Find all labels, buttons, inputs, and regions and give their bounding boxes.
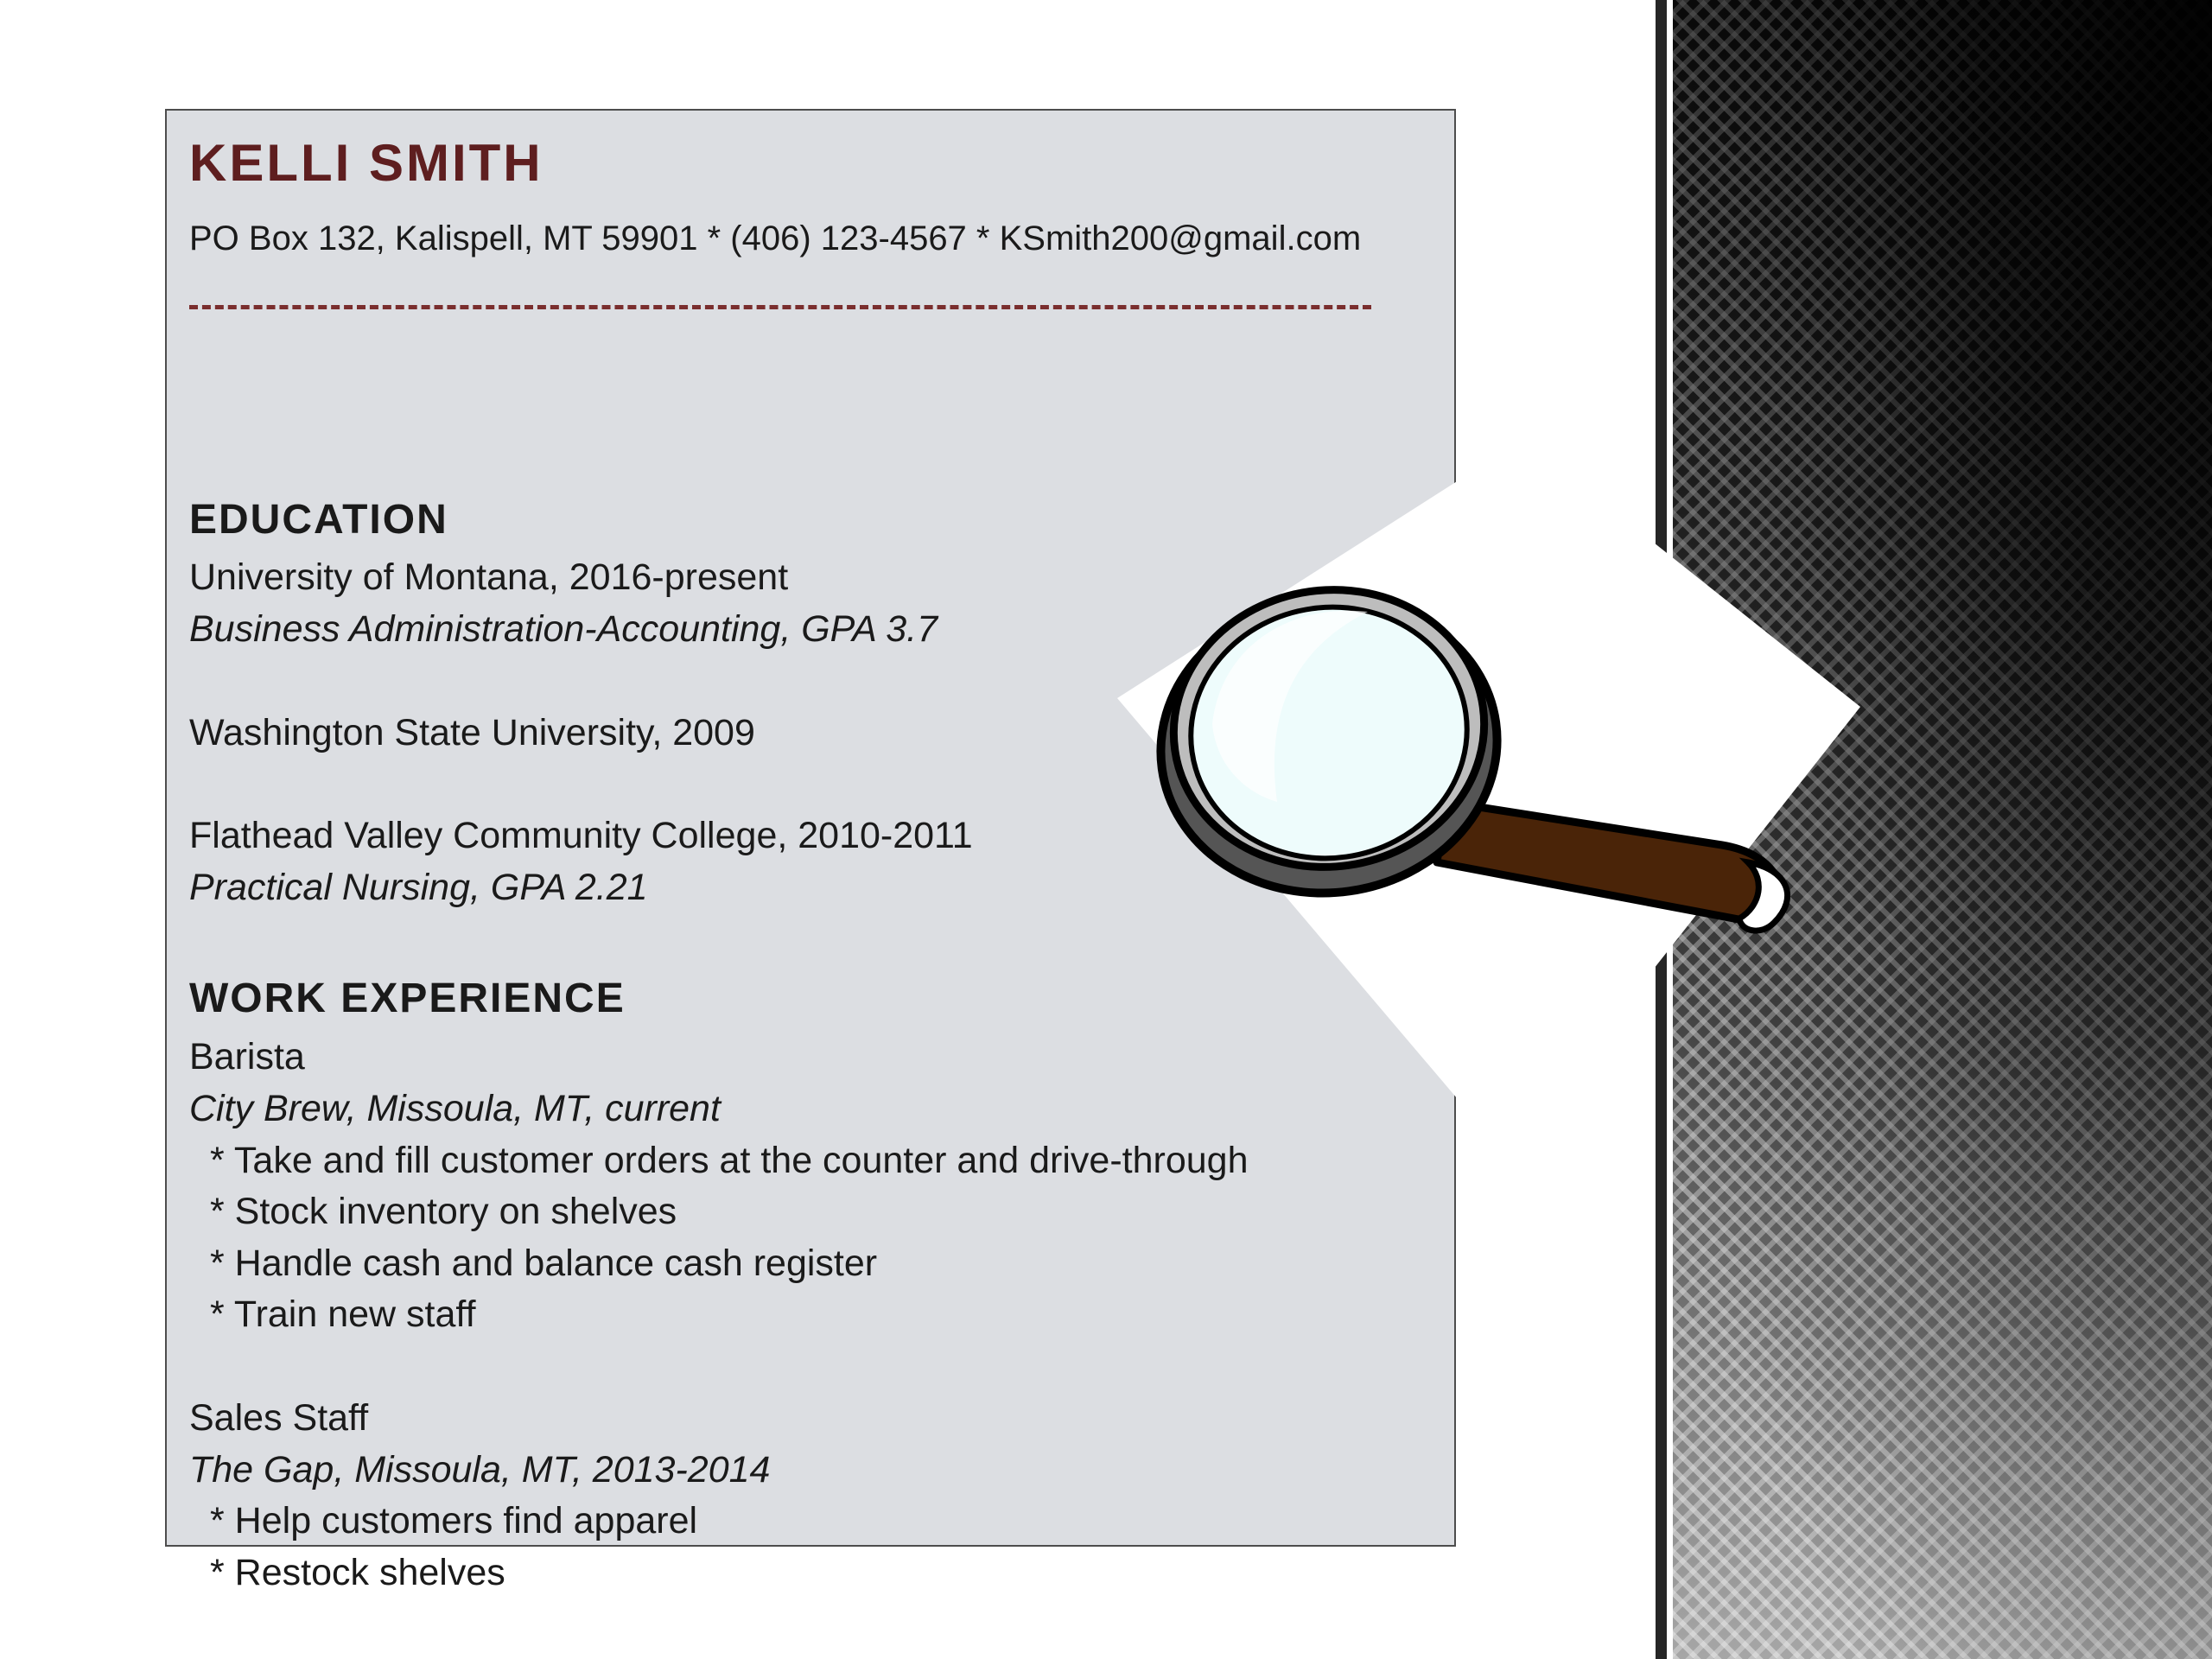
- job-employer: City Brew, Missoula, MT, current: [189, 1088, 721, 1129]
- education-detail: Practical Nursing, GPA 2.21: [189, 867, 648, 908]
- job-duty: * Take and fill customer orders at the counter and drive-through: [210, 1140, 1249, 1181]
- magnifying-glass-icon: [1117, 439, 1843, 1182]
- education-detail: Business Administration-Accounting, GPA 3.7: [189, 608, 938, 650]
- job-duty: * Help customers find apparel: [210, 1500, 698, 1541]
- education-school: University of Montana, 2016-present: [189, 556, 789, 598]
- job-title: Sales Staff: [189, 1397, 369, 1439]
- contact-info: PO Box 132, Kalispell, MT 59901 * (406) 123-4567 * KSmith200@gmail.com: [189, 219, 1362, 257]
- job-title: Barista: [189, 1036, 305, 1077]
- education-school: Flathead Valley Community College, 2010-2011: [189, 815, 973, 856]
- header-divider: [189, 305, 1371, 309]
- job-duty: * Stock inventory on shelves: [210, 1191, 677, 1232]
- education-heading: EDUCATION: [189, 497, 448, 543]
- education-school: Washington State University, 2009: [189, 712, 755, 753]
- work-experience-heading: WORK EXPERIENCE: [189, 976, 626, 1021]
- job-duty: * Handle cash and balance cash register: [210, 1243, 878, 1284]
- job-duty: * Train new staff: [210, 1294, 476, 1335]
- job-duty: * Restock shelves: [210, 1552, 505, 1593]
- resume-name: KELLI SMITH: [189, 134, 543, 192]
- resume-card: [165, 109, 1456, 1593]
- job-employer: The Gap, Missoula, MT, 2013-2014: [189, 1449, 771, 1491]
